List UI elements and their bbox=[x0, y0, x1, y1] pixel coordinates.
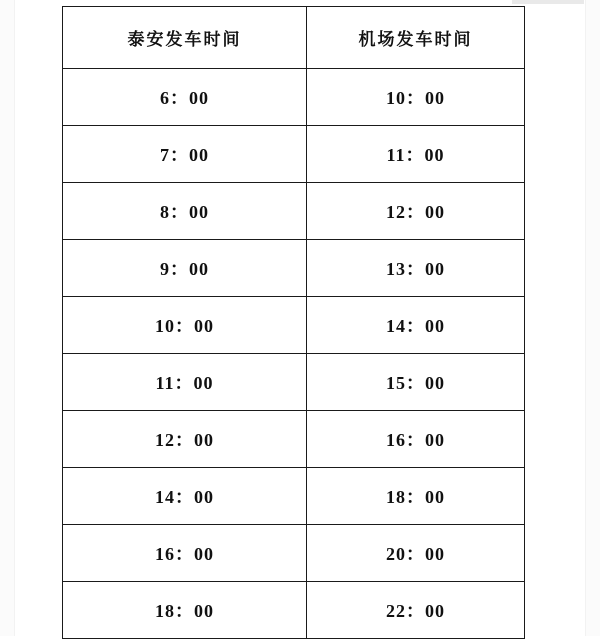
time-value: 7：00 bbox=[160, 145, 209, 165]
cell-taian-time bbox=[63, 468, 307, 525]
table-row bbox=[63, 525, 525, 582]
cell-airport-time bbox=[307, 240, 525, 297]
table-row bbox=[63, 582, 525, 639]
time-value: 6：00 bbox=[160, 88, 209, 108]
time-value: 18：00 bbox=[386, 487, 445, 507]
time-value: 16：00 bbox=[386, 430, 445, 450]
cell-taian-time bbox=[63, 183, 307, 240]
column-header-departure-airport: 机场发车时间 bbox=[307, 7, 525, 69]
time-value: 20：00 bbox=[386, 544, 445, 564]
table-header-row bbox=[63, 7, 525, 69]
cell-airport-time bbox=[307, 468, 525, 525]
cell-airport-time bbox=[307, 582, 525, 639]
time-value: 10：00 bbox=[386, 88, 445, 108]
time-value: 14：00 bbox=[386, 316, 445, 336]
table-row bbox=[63, 240, 525, 297]
cell-taian-time bbox=[63, 525, 307, 582]
table-row bbox=[63, 297, 525, 354]
table-head bbox=[63, 7, 525, 69]
cell-airport-time bbox=[307, 411, 525, 468]
cell-taian-time bbox=[63, 69, 307, 126]
table-row bbox=[63, 183, 525, 240]
table-row bbox=[63, 354, 525, 411]
time-value: 9：00 bbox=[160, 259, 209, 279]
cell-taian-time bbox=[63, 126, 307, 183]
table-row bbox=[63, 468, 525, 525]
cell-airport-time bbox=[307, 525, 525, 582]
time-value: 11：00 bbox=[155, 373, 214, 393]
table-body bbox=[63, 69, 525, 639]
scan-artifact-top bbox=[512, 0, 584, 4]
time-value: 16：00 bbox=[155, 544, 214, 564]
table-row bbox=[63, 411, 525, 468]
bus-schedule-table bbox=[62, 6, 525, 639]
time-value: 11：00 bbox=[386, 145, 445, 165]
cell-taian-time bbox=[63, 240, 307, 297]
cell-airport-time bbox=[307, 126, 525, 183]
page-edge-left bbox=[0, 0, 15, 636]
column-header-departure-taian: 泰安发车时间 bbox=[63, 7, 307, 69]
page-edge-right bbox=[585, 0, 600, 636]
cell-airport-time bbox=[307, 69, 525, 126]
time-value: 12：00 bbox=[386, 202, 445, 222]
time-value: 10：00 bbox=[155, 316, 214, 336]
cell-airport-time bbox=[307, 297, 525, 354]
table-row bbox=[63, 126, 525, 183]
cell-taian-time bbox=[63, 582, 307, 639]
time-value: 8：00 bbox=[160, 202, 209, 222]
time-value: 22：00 bbox=[386, 601, 445, 621]
cell-airport-time bbox=[307, 354, 525, 411]
time-value: 14：00 bbox=[155, 487, 214, 507]
time-value: 13：00 bbox=[386, 259, 445, 279]
bus-schedule-table-container bbox=[62, 6, 522, 639]
cell-taian-time bbox=[63, 297, 307, 354]
cell-airport-time bbox=[307, 183, 525, 240]
table-row bbox=[63, 69, 525, 126]
cell-taian-time bbox=[63, 354, 307, 411]
time-value: 15：00 bbox=[386, 373, 445, 393]
time-value: 18：00 bbox=[155, 601, 214, 621]
cell-taian-time bbox=[63, 411, 307, 468]
time-value: 12：00 bbox=[155, 430, 214, 450]
